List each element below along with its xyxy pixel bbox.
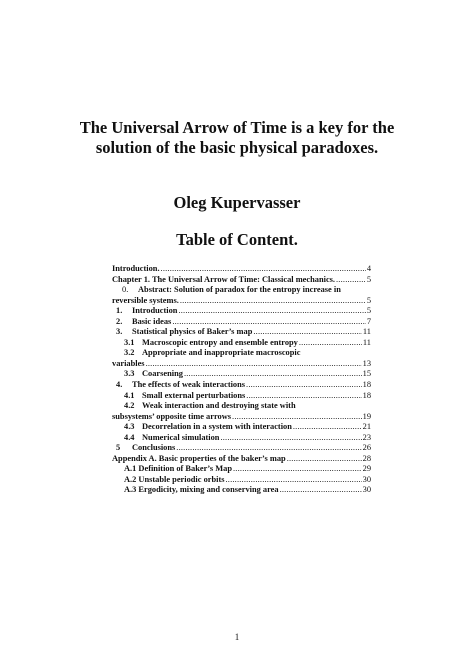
- toc-entry[interactable]: [112, 391, 371, 402]
- toc-entry-page: 11: [362, 337, 371, 347]
- toc-dot-leader: [232, 412, 362, 423]
- toc-entry-page: 11: [362, 327, 371, 337]
- toc-entry-page: 13: [362, 358, 371, 368]
- toc-dot-leader: [246, 380, 362, 391]
- toc-entry-number: 4.: [116, 380, 123, 390]
- toc-entry-number: 3.3: [124, 369, 135, 379]
- toc-entry-page: 7: [366, 316, 371, 326]
- toc-entry-title: A.1 Definition of Baker’s Map: [124, 464, 233, 474]
- toc-entry[interactable]: [112, 422, 371, 433]
- toc-entry-number: 4.4: [124, 432, 135, 442]
- toc-entry-title: Conclusions: [132, 443, 176, 453]
- toc-entry[interactable]: [112, 485, 371, 496]
- toc-entry-page: 19: [362, 411, 371, 421]
- toc-entry-title: Introduction.: [112, 264, 160, 273]
- toc-dot-leader: [184, 369, 362, 380]
- toc-entry-number: 3.: [116, 327, 123, 337]
- toc-dot-leader: [176, 443, 361, 454]
- toc-entry[interactable]: [112, 464, 371, 475]
- toc-entry[interactable]: [112, 369, 371, 380]
- toc-entry-title: Abstract: Solution of paradox for the entropy increase in: [138, 285, 341, 295]
- toc-dot-leader: [220, 433, 361, 444]
- toc-entry[interactable]: [112, 433, 371, 444]
- toc-dot-leader: [299, 338, 362, 349]
- toc-entry-title: Macroscopic entropy and ensemble entropy: [142, 337, 298, 347]
- page-number: 1: [234, 632, 240, 642]
- toc-entry-page: 18: [362, 390, 371, 400]
- toc-entry-number: 3.2: [124, 348, 135, 358]
- toc-entry[interactable]: [112, 317, 371, 328]
- toc-entry[interactable]: [112, 275, 371, 286]
- toc-entry[interactable]: [112, 454, 371, 465]
- toc-dot-leader: [246, 391, 361, 402]
- toc-entry-page: 26: [362, 443, 371, 453]
- toc-entry-page: 5: [366, 295, 371, 305]
- toc-entry-title: Small external perturbations: [142, 390, 246, 400]
- toc-entry-title: Appendix A. Basic properties of the baker’s map: [112, 453, 286, 463]
- toc-entry-title: Weak interaction and destroying state with: [142, 401, 296, 411]
- toc-entry-page: 23: [362, 432, 371, 442]
- toc-entry[interactable]: [112, 475, 371, 486]
- toc-entry-page: 4: [366, 264, 371, 273]
- toc-dot-leader: [180, 296, 366, 307]
- toc-entry[interactable]: [112, 348, 371, 369]
- toc-dot-leader: [161, 264, 366, 275]
- toc-entry-number: 4.2: [124, 401, 135, 411]
- toc-entry[interactable]: [112, 338, 371, 349]
- toc-entry[interactable]: [112, 401, 371, 422]
- toc-entry-title: Basic ideas: [132, 316, 172, 326]
- toc-dot-leader: [253, 327, 362, 338]
- toc-dot-leader: [287, 454, 362, 465]
- toc-entry[interactable]: [112, 306, 371, 317]
- toc-entry-title: The effects of weak interactions: [132, 380, 246, 390]
- toc-dot-leader: [226, 475, 362, 486]
- toc-entry-number: 2.: [116, 316, 123, 326]
- toc-entry-page: 15: [362, 369, 371, 379]
- toc-dot-leader: [336, 275, 366, 286]
- toc-entry-page: 30: [362, 485, 371, 495]
- toc-dot-leader: [280, 485, 362, 496]
- toc-entry-title: variables: [112, 358, 145, 368]
- toc-entry-title: reversible systems.: [112, 295, 179, 305]
- toc-dot-leader: [146, 359, 362, 370]
- toc-entry-page: 28: [362, 453, 371, 463]
- toc-entry-page: 5: [366, 274, 371, 284]
- toc-entry[interactable]: [112, 285, 371, 306]
- toc-entry-title: subsystems’ opposite time arrows: [112, 411, 232, 421]
- toc-entry-title: Appropriate and inappropriate macroscopic: [142, 348, 301, 358]
- toc-heading: Table of Content.: [176, 230, 298, 249]
- toc-entry-number: 3.1: [124, 337, 135, 347]
- toc-entry[interactable]: [112, 264, 371, 275]
- toc-entry-page: 29: [362, 464, 371, 474]
- toc-entry-number: 0.: [122, 285, 129, 295]
- toc-entry-title: Decorrelation in a system with interaction: [142, 422, 292, 432]
- author-name: Oleg Kupervasser: [173, 193, 301, 212]
- toc-dot-leader: [178, 306, 365, 317]
- toc-entry-page: 18: [362, 380, 371, 390]
- toc-entry[interactable]: [112, 327, 371, 338]
- toc-entry-number: 1.: [116, 306, 123, 316]
- toc-entry[interactable]: [112, 443, 371, 454]
- document-title: The Universal Arrow of Time is a key for the solution of the basic physical paradoxes.: [79, 118, 395, 157]
- toc-entry-title: Statistical physics of Baker’s map: [132, 327, 253, 337]
- toc-entry[interactable]: [112, 380, 371, 391]
- toc-entry-title: A.3 Ergodicity, mixing and conserving area: [124, 485, 279, 495]
- toc-entry-title: Introduction: [132, 306, 178, 316]
- toc-dot-leader: [233, 464, 362, 475]
- toc-dot-leader: [172, 317, 365, 328]
- toc-entry-page: 21: [362, 422, 371, 432]
- toc-dot-leader: [293, 422, 362, 433]
- toc-entry-title: A.2 Unstable periodic orbits: [124, 474, 225, 484]
- toc-entry-number: 4.3: [124, 422, 135, 432]
- toc-entry-number: 4.1: [124, 390, 135, 400]
- toc-entry-title: Coarsening: [142, 369, 183, 379]
- table-of-contents: [112, 264, 371, 496]
- toc-entry-page: 30: [362, 474, 371, 484]
- toc-entry-title: Chapter 1. The Universal Arrow of Time: Classical mechanics.: [112, 274, 336, 284]
- toc-entry-number: 5: [116, 443, 121, 453]
- toc-entry-title: Numerical simulation: [142, 432, 220, 442]
- toc-entry-page: 5: [366, 306, 371, 316]
